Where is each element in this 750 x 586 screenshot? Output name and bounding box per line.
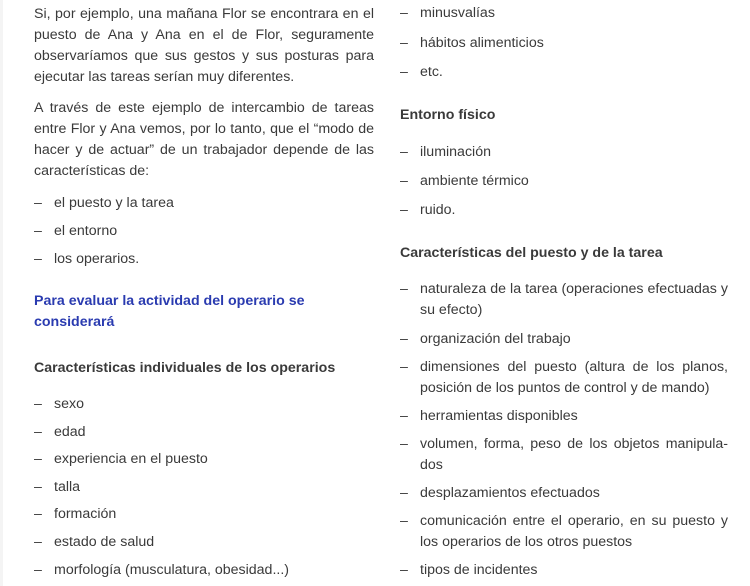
list-item — [400, 171, 730, 192]
list-item-text: el puesto y la tarea — [54, 195, 174, 211]
list-item — [34, 422, 364, 443]
list-item-text: estado de salud — [54, 534, 155, 550]
dash-bullet: – — [400, 485, 408, 501]
page-edge-shadow — [0, 0, 3, 586]
list-item — [400, 560, 730, 581]
list-item-text: edad — [54, 424, 86, 440]
dash-bullet: – — [400, 144, 408, 160]
list-item-text: tipos de incidentes — [420, 562, 538, 578]
list-item-text: herramientas disponibles — [420, 408, 578, 424]
dash-bullet: – — [400, 281, 408, 297]
list-item-text: iluminación — [420, 144, 491, 160]
dash-bullet: – — [400, 331, 408, 347]
list-item-text: comunicación entre el operario, en su puesto y los operarios de los otros puestos — [420, 513, 728, 550]
dash-bullet: – — [400, 408, 408, 424]
list-item-text: los operarios. — [54, 251, 140, 267]
list-item — [34, 221, 364, 242]
list-item — [34, 193, 364, 214]
dash-bullet: – — [34, 223, 42, 239]
list-item — [34, 504, 364, 525]
dash-bullet: – — [34, 534, 42, 550]
evaluation-heading: Para evaluar la actividad del operario se considerará — [34, 293, 305, 330]
dash-bullet: – — [34, 562, 42, 578]
list-item-text: sexo — [54, 396, 84, 412]
list-item — [400, 3, 730, 24]
list-item — [400, 279, 728, 321]
list-item — [400, 33, 730, 54]
list-item-text: formación — [54, 506, 117, 522]
list-item — [400, 434, 728, 476]
dash-bullet: – — [34, 195, 42, 211]
list-item — [400, 200, 730, 221]
list-item — [400, 357, 728, 399]
list-item-text: organización del trabajo — [420, 331, 571, 347]
intro-paragraph: Si, por ejemplo, una mañana Flor se encontrara en el puesto de Ana y Ana en el de Flor, seguramente observaríamos que sus gestos y sus posturas para ejecutar las tareas serían muy diferentes. — [34, 6, 374, 85]
dash-bullet: – — [400, 35, 408, 51]
list-item-text: volumen, forma, peso de los objetos manipula-dos — [420, 436, 728, 473]
list-item — [400, 329, 730, 350]
list-item — [400, 142, 730, 163]
dash-bullet: – — [34, 396, 42, 412]
list-item — [400, 406, 730, 427]
dash-bullet: – — [400, 562, 408, 578]
dash-bullet: – — [34, 479, 42, 495]
list-item-text: naturaleza de la tarea (operaciones efectuadas y su efecto) — [420, 281, 728, 318]
list-item-text: ruido. — [420, 202, 456, 218]
list-item — [34, 449, 364, 470]
dash-bullet: – — [400, 64, 408, 80]
job-task-characteristics-heading: Características del puesto y de la tarea — [400, 245, 663, 261]
list-item — [34, 532, 364, 553]
list-item-text: el entorno — [54, 223, 118, 239]
list-item — [34, 394, 364, 415]
list-item-text: dimensiones del puesto (altura de los planos, posición de los puntos de control y de mando) — [420, 359, 728, 396]
list-item — [400, 62, 730, 83]
list-item — [34, 560, 364, 581]
dash-bullet: – — [34, 424, 42, 440]
dash-bullet: – — [400, 436, 408, 452]
example-paragraph: A través de este ejemplo de intercambio de tareas entre Flor y Ana vemos, por lo tanto, que el “modo de hacer y de actuar” de un trabajador depende de las características de: — [34, 100, 374, 179]
dash-bullet: – — [400, 5, 408, 21]
dash-bullet: – — [34, 251, 42, 267]
list-item-text: minusvalías — [420, 5, 495, 21]
dash-bullet: – — [400, 202, 408, 218]
list-item — [34, 477, 364, 498]
dash-bullet: – — [400, 513, 408, 529]
list-item-text: ambiente térmico — [420, 173, 529, 189]
list-item-text: desplazamientos efectuados — [420, 485, 600, 501]
list-item-text: morfología (musculatura, obesidad...) — [54, 562, 289, 578]
list-item — [400, 511, 728, 553]
list-item-text: hábitos alimenticios — [420, 35, 544, 51]
dash-bullet: – — [34, 451, 42, 467]
dash-bullet: – — [400, 173, 408, 189]
physical-environment-heading: Entorno físico — [400, 107, 496, 123]
list-item — [34, 249, 364, 270]
individual-characteristics-heading: Características individuales de los operarios — [34, 360, 336, 376]
dash-bullet: – — [400, 359, 408, 375]
list-item-text: talla — [54, 479, 81, 495]
list-item-text: etc. — [420, 64, 443, 80]
dash-bullet: – — [34, 506, 42, 522]
list-item-text: experiencia en el puesto — [54, 451, 208, 467]
list-item — [400, 483, 730, 504]
